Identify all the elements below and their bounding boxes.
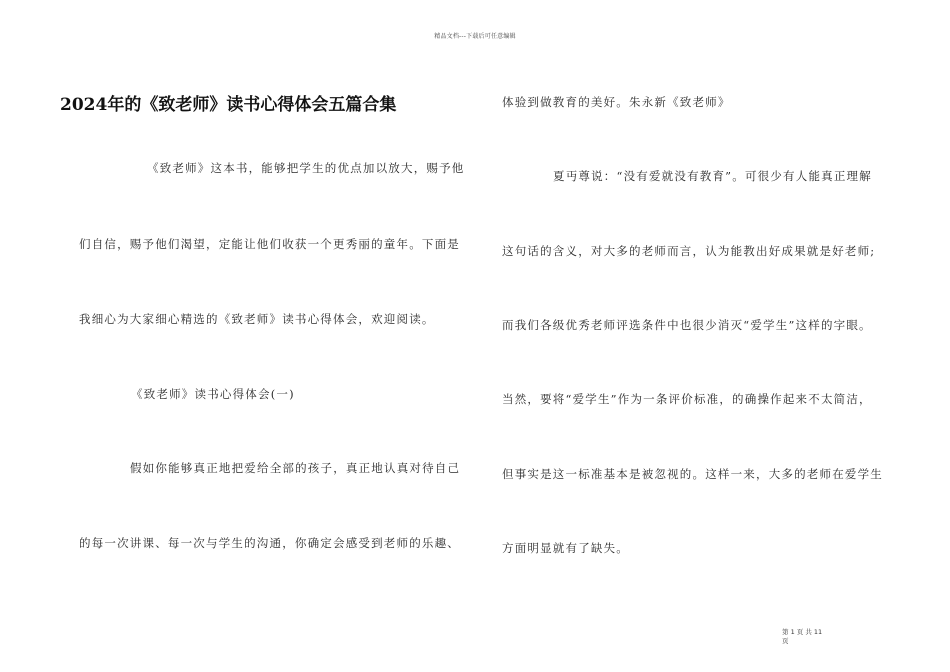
left-paragraph-1-line-1: 《致老师》这本书，能够把学生的优点加以放大，赐予他 bbox=[147, 161, 465, 175]
right-paragraph-1-line-1: 体验到做教育的美好。朱永新《致老师》 bbox=[502, 95, 731, 109]
left-paragraph-2-line-1: 假如你能够真正地把爱给全部的孩子，真正地认真对待自己 bbox=[130, 461, 461, 475]
left-paragraph-2-line-2: 的每一次讲课、每一次与学生的沟通，你确定会感受到老师的乐趣、 bbox=[79, 536, 460, 550]
right-paragraph-2-line-5: 但事实是这一标准基本是被忽视的。这样一来，大多的老师在爱学生 bbox=[502, 467, 883, 481]
section-heading-1: 《致老师》读书心得体会(一) bbox=[131, 387, 295, 401]
left-paragraph-1-line-3: 我细心为大家细心精选的《致老师》读书心得体会，欢迎阅读。 bbox=[79, 312, 435, 326]
page-number: 第 1 页 共 11 页 bbox=[782, 628, 823, 645]
right-paragraph-2-line-1: 夏丏尊说：“没有爱就没有教育”。可很少有人能真正理解 bbox=[553, 169, 872, 183]
page-header-note: 精品文档---下载后可任意编辑 bbox=[434, 33, 516, 40]
right-paragraph-2-line-4: 当然，要将“爱学生”作为一条评价标准，的确操作起来不太简洁， bbox=[502, 392, 872, 406]
right-paragraph-2-line-6: 方面明显就有了缺失。 bbox=[502, 541, 629, 555]
right-paragraph-2-line-2: 这句话的含义，对大多的老师而言，认为能教出好成果就是好老师; bbox=[502, 244, 876, 258]
left-paragraph-1-line-2: 们自信，赐予他们渴望，定能让他们收获一个更秀丽的童年。下面是 bbox=[79, 237, 460, 251]
document-title: 2024年的《致老师》读书心得体会五篇合集 bbox=[60, 95, 397, 115]
right-paragraph-2-line-3: 而我们各级优秀老师评选条件中也很少消灭“爱学生”这样的字眼。 bbox=[502, 318, 872, 332]
